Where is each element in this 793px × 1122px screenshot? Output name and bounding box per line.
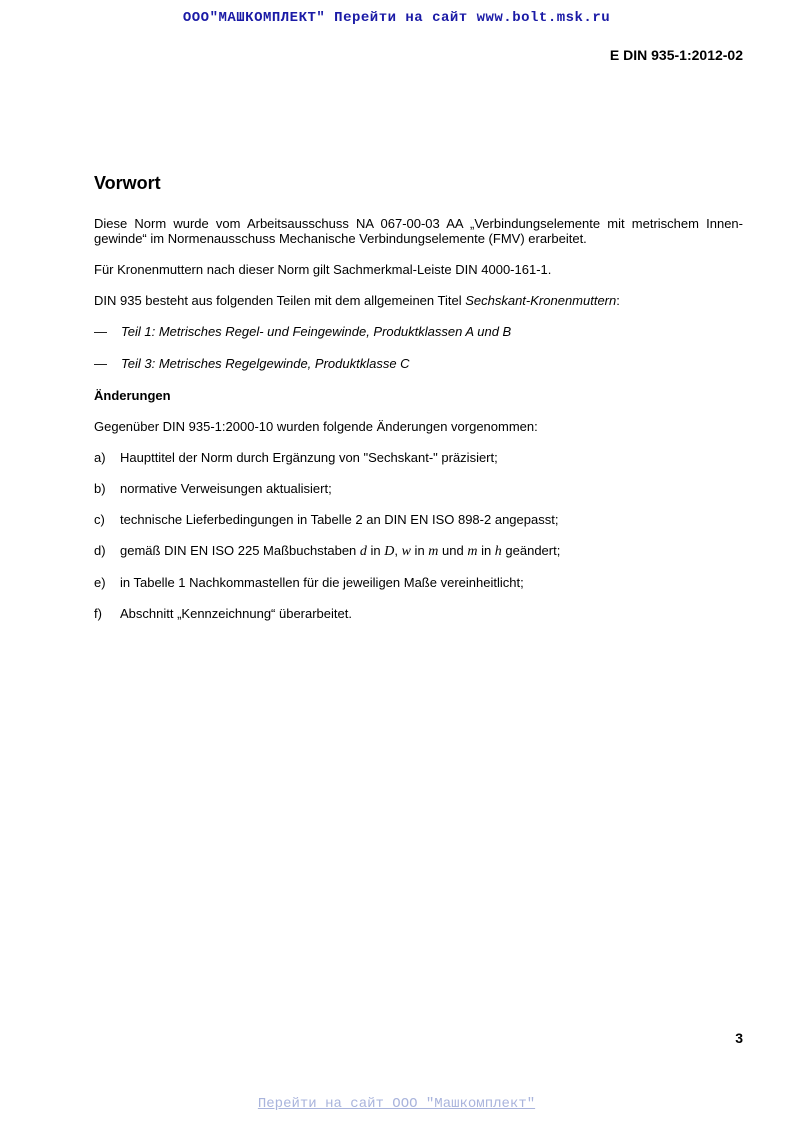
list-marker: f) xyxy=(94,606,102,621)
change-text-part: und xyxy=(438,543,468,558)
change-text: Abschnitt „Kennzeichnung“ überarbeitet. xyxy=(120,606,352,621)
parts-intro-text: DIN 935 besteht aus folgenden Teilen mit dem allgemeinen Titel xyxy=(94,293,466,308)
change-text xyxy=(120,543,560,559)
change-list-item xyxy=(94,481,743,496)
dash-marker: — xyxy=(94,324,107,339)
change-text-part: in xyxy=(410,543,429,558)
list-marker: b) xyxy=(94,481,106,496)
paragraph-sachmerkmal: Für Kronenmuttern nach dieser Norm gilt Sachmerkmal-Leiste DIN 4000-161-1. xyxy=(94,262,552,277)
change-list-item xyxy=(94,575,743,590)
change-text: technische Lieferbedingungen in Tabelle 2 an DIN EN ISO 898-2 angepasst; xyxy=(120,512,559,527)
variable-symbol: w xyxy=(401,544,411,559)
change-list-item xyxy=(94,450,743,465)
variable-symbol: D xyxy=(384,544,395,559)
variable-symbol: m xyxy=(467,544,478,559)
footer-site-link[interactable]: Перейти на сайт ООО "Машкомплект" xyxy=(257,1096,536,1112)
variable-symbol: h xyxy=(494,544,502,559)
paragraph-intro: Diese Norm wurde vom Arbeitsausschuss NA 067-00-03 AA „Verbindungselemente mit metrischem Innen- gewinde“ im Normenausschuss Mechanische Verbindungselemente (FMV) erarbeitet. xyxy=(94,216,743,246)
list-marker: a) xyxy=(94,450,106,465)
part-list-item xyxy=(94,356,743,371)
document-id: E DIN 935-1:2012-02 xyxy=(609,47,743,63)
changes-heading: Änderungen xyxy=(94,388,171,403)
list-marker: d) xyxy=(94,543,106,558)
change-text-part: in xyxy=(477,543,495,558)
paragraph-parts-intro xyxy=(94,293,743,308)
list-marker: c) xyxy=(94,512,105,527)
change-list-item xyxy=(94,543,743,559)
list-marker: e) xyxy=(94,575,106,590)
section-heading-vorwort: Vorwort xyxy=(94,173,161,193)
change-list-item xyxy=(94,606,743,621)
document-body xyxy=(94,172,743,637)
change-text: normative Verweisungen aktualisiert; xyxy=(120,481,332,496)
dash-marker: — xyxy=(94,356,107,371)
variable-symbol: d xyxy=(359,544,367,559)
part-list-item xyxy=(94,324,743,339)
parts-intro-colon: : xyxy=(616,293,620,308)
variable-symbol: m xyxy=(428,544,439,559)
change-text-part: geändert; xyxy=(501,543,561,558)
change-text-part: , xyxy=(394,543,402,558)
change-text: in Tabelle 1 Nachkommastellen für die jeweiligen Maße vereinheitlicht; xyxy=(120,575,524,590)
changes-intro: Gegenüber DIN 935-1:2000-10 wurden folgende Änderungen vorgenommen: xyxy=(94,419,538,434)
change-text-part: in xyxy=(366,543,385,558)
part-title: Teil 1: Metrisches Regel- und Feingewinde, Produktklassen A und B xyxy=(121,324,512,339)
part-title: Teil 3: Metrisches Regelgewinde, Produktklasse C xyxy=(121,356,410,371)
change-list-item xyxy=(94,512,743,527)
site-banner-link[interactable]: ООО"МАШКОМПЛЕКТ" Перейти на сайт www.bolt.msk.ru xyxy=(182,10,611,26)
parts-general-title: Sechskant-Kronenmuttern xyxy=(465,293,617,308)
page-number: 3 xyxy=(735,1030,743,1046)
change-text: Haupttitel der Norm durch Ergänzung von "Sechskant-" präzisiert; xyxy=(120,450,498,465)
change-text-part: gemäß DIN EN ISO 225 Maßbuchstaben xyxy=(120,543,360,558)
